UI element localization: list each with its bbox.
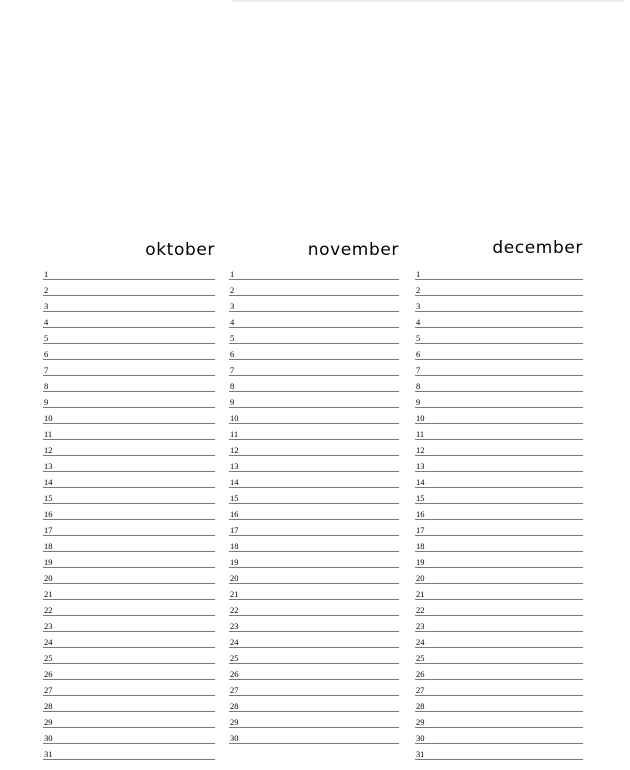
day-number: 5 [230,333,235,343]
day-row [415,408,583,424]
month-november [229,0,399,770]
day-row [415,648,583,664]
day-number: 25 [44,653,53,663]
day-number: 13 [44,461,53,471]
day-row [229,504,399,520]
day-number: 8 [416,381,421,391]
day-row [415,552,583,568]
day-row [43,632,215,648]
day-row [229,344,399,360]
day-row [43,584,215,600]
day-row [43,344,215,360]
day-number: 2 [230,285,235,295]
month-december [415,0,583,770]
day-number: 22 [416,605,425,615]
day-number: 25 [416,653,425,663]
day-row [43,536,215,552]
day-number: 16 [230,509,239,519]
day-number: 12 [416,445,425,455]
day-row [229,456,399,472]
day-number: 20 [230,573,239,583]
day-row [43,520,215,536]
day-number: 10 [230,413,239,423]
day-row [415,264,583,280]
day-row [229,424,399,440]
day-row [229,440,399,456]
day-row [43,328,215,344]
day-number: 1 [44,269,49,279]
day-row [415,296,583,312]
day-row [229,664,399,680]
day-number: 19 [230,557,239,567]
day-number: 13 [230,461,239,471]
day-number: 28 [44,701,53,711]
day-number: 4 [44,317,49,327]
day-row [43,680,215,696]
day-row [415,744,583,760]
day-number: 23 [44,621,53,631]
day-number: 27 [44,685,53,695]
day-row [415,328,583,344]
day-row [43,440,215,456]
day-list [415,264,583,760]
day-row [43,296,215,312]
day-row [43,664,215,680]
day-row [43,456,215,472]
day-row [415,392,583,408]
day-row [415,696,583,712]
day-row [415,376,583,392]
day-row [415,360,583,376]
day-number: 20 [416,573,425,583]
day-row [43,264,215,280]
month-title: november [307,240,399,260]
day-row [43,568,215,584]
day-row [43,504,215,520]
day-number: 6 [230,349,235,359]
day-row [229,264,399,280]
day-row [229,648,399,664]
day-row [43,488,215,504]
day-row [43,376,215,392]
day-number: 26 [230,669,239,679]
day-row [415,728,583,744]
day-number: 16 [44,509,53,519]
day-row [415,472,583,488]
day-number: 29 [230,717,239,727]
day-number: 2 [416,285,421,295]
day-number: 3 [44,301,49,311]
day-row [229,472,399,488]
day-row [229,600,399,616]
day-list [229,264,399,744]
day-row [229,568,399,584]
day-row [43,424,215,440]
day-number: 30 [230,733,239,743]
month-oktober [43,0,215,770]
day-number: 8 [44,381,49,391]
day-number: 6 [416,349,421,359]
day-row [229,360,399,376]
day-number: 23 [416,621,425,631]
day-number: 13 [416,461,425,471]
day-row [229,376,399,392]
day-row [43,312,215,328]
day-row [415,584,583,600]
day-number: 29 [416,717,425,727]
day-row [229,712,399,728]
day-number: 14 [44,477,53,487]
day-number: 10 [416,413,425,423]
day-number: 5 [44,333,49,343]
day-number: 21 [230,589,239,599]
day-number: 24 [416,637,425,647]
day-number: 24 [44,637,53,647]
day-number: 7 [230,365,235,375]
day-row [229,632,399,648]
day-number: 21 [416,589,425,599]
day-row [229,680,399,696]
day-row [415,440,583,456]
day-number: 3 [416,301,421,311]
day-row [229,696,399,712]
day-number: 1 [416,269,421,279]
day-number: 5 [416,333,421,343]
day-number: 24 [230,637,239,647]
day-row [229,616,399,632]
day-row [415,424,583,440]
day-number: 23 [230,621,239,631]
day-row [43,360,215,376]
day-row [415,568,583,584]
day-list [43,264,215,760]
day-number: 26 [44,669,53,679]
day-number: 9 [416,397,421,407]
day-number: 29 [44,717,53,727]
day-row [415,680,583,696]
day-number: 22 [44,605,53,615]
day-row [43,600,215,616]
day-row [415,520,583,536]
month-title: oktober [145,240,215,260]
day-number: 30 [44,733,53,743]
day-number: 15 [44,493,53,503]
day-row [43,392,215,408]
day-row [43,648,215,664]
day-number: 17 [416,525,425,535]
day-number: 11 [416,429,425,439]
day-row [229,488,399,504]
day-number: 16 [416,509,425,519]
day-number: 25 [230,653,239,663]
day-row [229,520,399,536]
day-number: 18 [230,541,239,551]
day-row [43,552,215,568]
day-row [43,728,215,744]
day-number: 27 [230,685,239,695]
day-number: 15 [230,493,239,503]
day-row [415,712,583,728]
month-title: december [492,238,583,258]
day-row [229,552,399,568]
day-row [43,408,215,424]
day-row [415,504,583,520]
day-row [415,312,583,328]
day-number: 4 [230,317,235,327]
day-row [229,392,399,408]
day-row [43,616,215,632]
day-number: 11 [44,429,53,439]
day-row [43,280,215,296]
day-row [229,728,399,744]
day-number: 14 [416,477,425,487]
day-row [229,296,399,312]
day-number: 2 [44,285,49,295]
day-row [415,536,583,552]
day-number: 19 [44,557,53,567]
day-row [229,280,399,296]
day-number: 17 [44,525,53,535]
day-row [229,312,399,328]
day-number: 28 [416,701,425,711]
day-row [229,536,399,552]
day-number: 1 [230,269,235,279]
day-number: 3 [230,301,235,311]
day-number: 18 [416,541,425,551]
day-number: 9 [230,397,235,407]
day-number: 26 [416,669,425,679]
day-number: 12 [44,445,53,455]
day-row [415,616,583,632]
day-row [229,328,399,344]
day-row [43,712,215,728]
day-number: 12 [230,445,239,455]
day-number: 10 [44,413,53,423]
day-number: 6 [44,349,49,359]
day-row [415,344,583,360]
day-row [415,456,583,472]
day-row [43,744,215,760]
day-number: 30 [416,733,425,743]
day-number: 11 [230,429,239,439]
day-number: 18 [44,541,53,551]
day-number: 31 [416,749,425,759]
day-row [229,584,399,600]
day-number: 14 [230,477,239,487]
day-number: 15 [416,493,425,503]
day-row [415,632,583,648]
day-number: 8 [230,381,235,391]
day-row [43,696,215,712]
day-row [43,472,215,488]
day-number: 9 [44,397,49,407]
day-row [229,408,399,424]
day-number: 27 [416,685,425,695]
day-number: 31 [44,749,53,759]
day-number: 7 [416,365,421,375]
day-number: 7 [44,365,49,375]
day-row [415,664,583,680]
day-number: 21 [44,589,53,599]
day-number: 22 [230,605,239,615]
day-number: 4 [416,317,421,327]
day-row [415,488,583,504]
day-row [415,600,583,616]
day-number: 20 [44,573,53,583]
day-number: 19 [416,557,425,567]
day-number: 17 [230,525,239,535]
day-number: 28 [230,701,239,711]
day-row [415,280,583,296]
